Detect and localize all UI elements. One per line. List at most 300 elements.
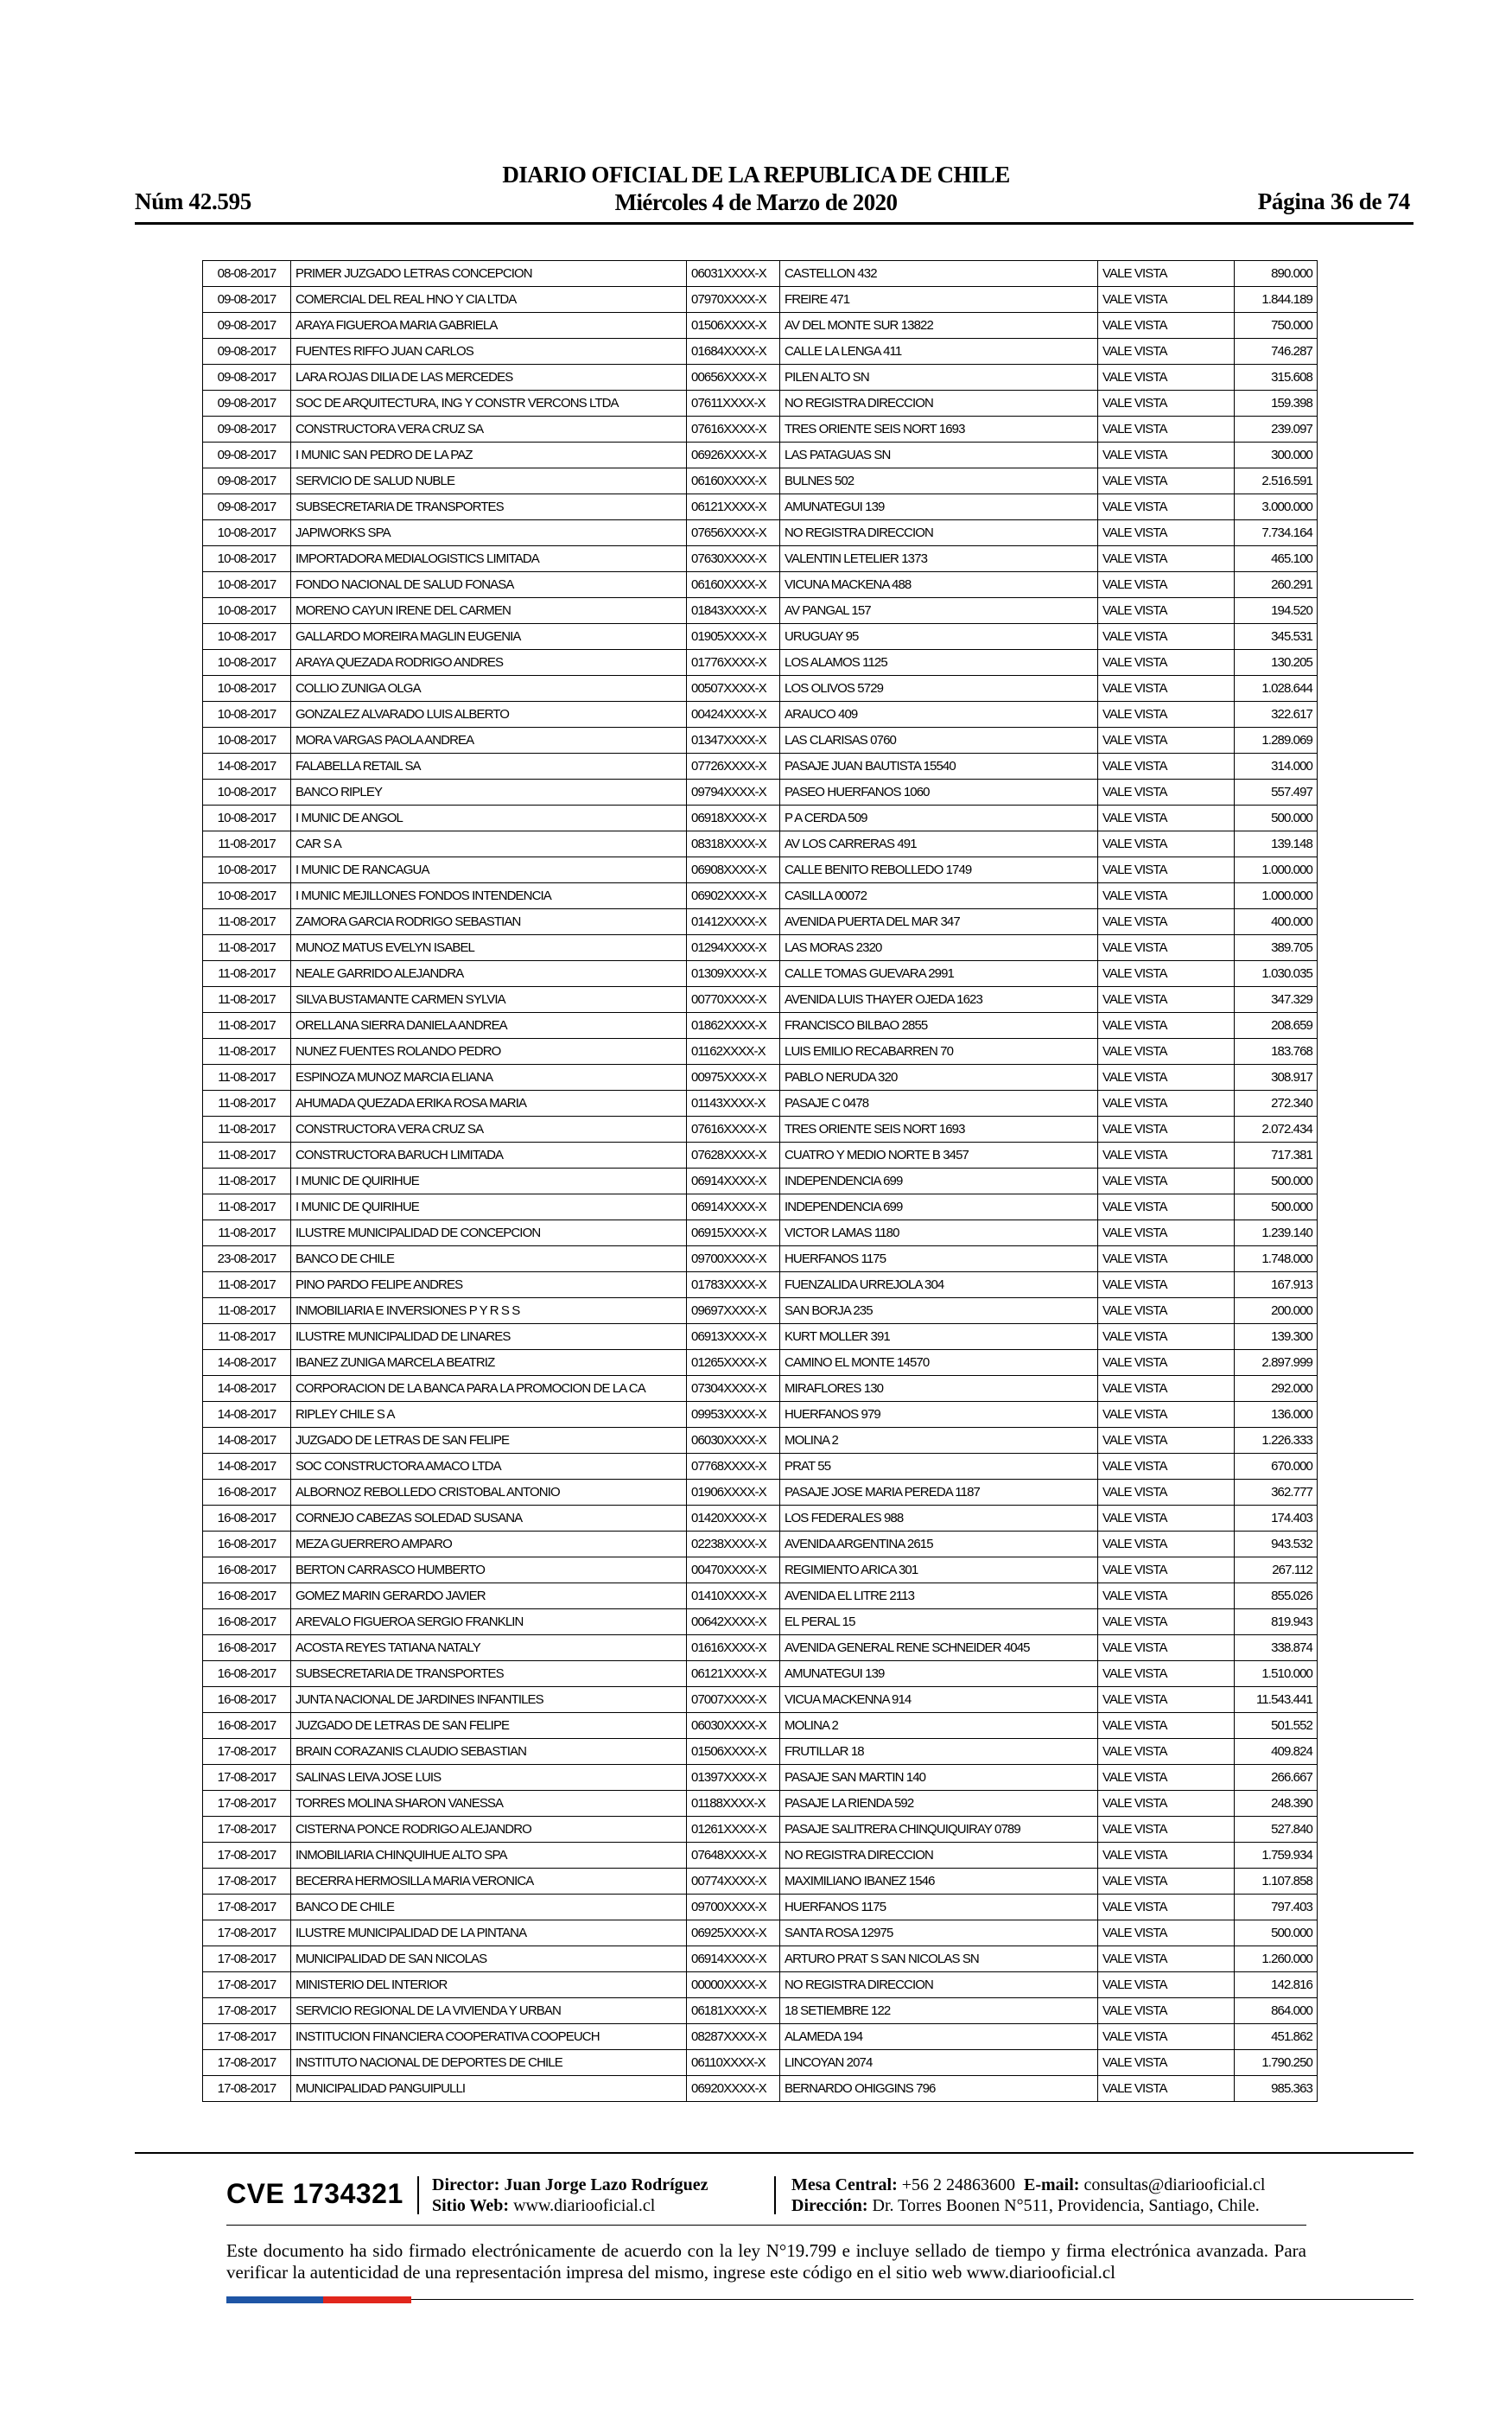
name-cell: SUBSECRETARIA DE TRANSPORTES — [291, 494, 687, 520]
table-row — [203, 598, 1318, 624]
amount-cell: 1.239.140 — [1235, 1220, 1318, 1246]
payment-type-cell: VALE VISTA — [1098, 287, 1235, 313]
date-cell: 09-08-2017 — [203, 494, 291, 520]
payment-type-cell: VALE VISTA — [1098, 1350, 1235, 1376]
date-cell: 10-08-2017 — [203, 598, 291, 624]
payment-type-cell: VALE VISTA — [1098, 1402, 1235, 1428]
address-cell: LINCOYAN 2074 — [780, 2050, 1098, 2076]
amount-cell: 500.000 — [1235, 1920, 1318, 1946]
table-row — [203, 961, 1318, 987]
amount-cell: 130.205 — [1235, 650, 1318, 676]
date-cell: 11-08-2017 — [203, 1194, 291, 1220]
date-cell: 14-08-2017 — [203, 1350, 291, 1376]
date-cell: 10-08-2017 — [203, 520, 291, 546]
date-cell: 11-08-2017 — [203, 1272, 291, 1298]
newspaper-title: DIARIO OFICIAL DE LA REPUBLICA DE CHILE — [502, 162, 1010, 188]
amount-cell: 2.516.591 — [1235, 468, 1318, 494]
name-cell: PRIMER JUZGADO LETRAS CONCEPCION — [291, 261, 687, 287]
name-cell: MINISTERIO DEL INTERIOR — [291, 1972, 687, 1998]
name-cell: CONSTRUCTORA BARUCH LIMITADA — [291, 1143, 687, 1169]
payment-type-cell: VALE VISTA — [1098, 417, 1235, 443]
rut-cell: 07616XXXX-X — [687, 1117, 780, 1143]
rut-cell: 06160XXXX-X — [687, 572, 780, 598]
rut-cell: 00507XXXX-X — [687, 676, 780, 702]
payment-type-cell: VALE VISTA — [1098, 1635, 1235, 1661]
payment-type-cell: VALE VISTA — [1098, 883, 1235, 909]
address-cell: FREIRE 471 — [780, 287, 1098, 313]
name-cell: AREVALO FIGUEROA SERGIO FRANKLIN — [291, 1609, 687, 1635]
name-cell: COLLIO ZUNIGA OLGA — [291, 676, 687, 702]
name-cell: GOMEZ MARIN GERARDO JAVIER — [291, 1583, 687, 1609]
legal-notice: Este documento ha sido firmado electrónicamente de acuerdo con la ley N°19.799 e incluye sellado de tiempo y firma electrónica avanzada. Para verificar la autenticidad de una representación impresa del mismo, ingrese este código en el sitio web www.diariooficial.cl — [226, 2240, 1306, 2283]
records-table — [202, 260, 1318, 2102]
table-row — [203, 754, 1318, 780]
address-cell: EL PERAL 15 — [780, 1609, 1098, 1635]
table-row — [203, 339, 1318, 365]
name-cell: INMOBILIARIA CHINQUIHUE ALTO SPA — [291, 1843, 687, 1869]
table-row — [203, 468, 1318, 494]
rut-cell: 07648XXXX-X — [687, 1843, 780, 1869]
director-label: Director: — [432, 2175, 500, 2194]
address-cell: PILEN ALTO SN — [780, 365, 1098, 391]
date-cell: 11-08-2017 — [203, 909, 291, 935]
name-cell: IMPORTADORA MEDIALOGISTICS LIMITADA — [291, 546, 687, 572]
table-row — [203, 1454, 1318, 1480]
table-row — [203, 261, 1318, 287]
rut-cell: 09697XXXX-X — [687, 1298, 780, 1324]
date-cell: 14-08-2017 — [203, 754, 291, 780]
payment-type-cell: VALE VISTA — [1098, 1220, 1235, 1246]
amount-cell: 267.112 — [1235, 1557, 1318, 1583]
rut-cell: 08318XXXX-X — [687, 831, 780, 857]
payment-type-cell: VALE VISTA — [1098, 1765, 1235, 1791]
rut-cell: 00774XXXX-X — [687, 1869, 780, 1895]
table-row — [203, 443, 1318, 468]
rut-cell: 06110XXXX-X — [687, 2050, 780, 2076]
table-row — [203, 1791, 1318, 1817]
payment-type-cell: VALE VISTA — [1098, 494, 1235, 520]
rut-cell: 01410XXXX-X — [687, 1583, 780, 1609]
rut-cell: 07970XXXX-X — [687, 287, 780, 313]
amount-cell: 266.667 — [1235, 1765, 1318, 1791]
name-cell: SOC CONSTRUCTORA AMACO LTDA — [291, 1454, 687, 1480]
amount-cell: 139.148 — [1235, 831, 1318, 857]
address-cell: PRAT 55 — [780, 1454, 1098, 1480]
rut-cell: 01347XXXX-X — [687, 728, 780, 754]
amount-cell: 400.000 — [1235, 909, 1318, 935]
payment-type-cell: VALE VISTA — [1098, 1480, 1235, 1506]
page-number: Página 36 de 74 — [1257, 188, 1410, 214]
payment-type-cell: VALE VISTA — [1098, 1091, 1235, 1117]
table-row — [203, 1117, 1318, 1143]
address-cell: VICTOR LAMAS 1180 — [780, 1220, 1098, 1246]
name-cell: COMERCIAL DEL REAL HNO Y CIA LTDA — [291, 287, 687, 313]
table-row — [203, 1843, 1318, 1869]
address-label: Dirección: — [791, 2196, 868, 2215]
address-cell: AVENIDA LUIS THAYER OJEDA 1623 — [780, 987, 1098, 1013]
address-cell: CASILLA 00072 — [780, 883, 1098, 909]
address-cell: ALAMEDA 194 — [780, 2024, 1098, 2050]
payment-type-cell: VALE VISTA — [1098, 391, 1235, 417]
amount-cell: 194.520 — [1235, 598, 1318, 624]
table-row — [203, 702, 1318, 728]
payment-type-cell: VALE VISTA — [1098, 1246, 1235, 1272]
footer-thin-divider — [226, 2225, 1306, 2226]
rut-cell: 06031XXXX-X — [687, 261, 780, 287]
payment-type-cell: VALE VISTA — [1098, 1920, 1235, 1946]
address-cell: URUGUAY 95 — [780, 624, 1098, 650]
name-cell: ILUSTRE MUNICIPALIDAD DE CONCEPCION — [291, 1220, 687, 1246]
amount-cell: 864.000 — [1235, 1998, 1318, 2024]
amount-cell: 985.363 — [1235, 2076, 1318, 2102]
address-cell: LOS ALAMOS 1125 — [780, 650, 1098, 676]
date-cell: 10-08-2017 — [203, 702, 291, 728]
date-cell: 16-08-2017 — [203, 1506, 291, 1532]
rut-cell: 00000XXXX-X — [687, 1972, 780, 1998]
date-cell: 10-08-2017 — [203, 572, 291, 598]
rut-cell: 07007XXXX-X — [687, 1687, 780, 1713]
name-cell: ACOSTA REYES TATIANA NATALY — [291, 1635, 687, 1661]
rut-cell: 06908XXXX-X — [687, 857, 780, 883]
table-row — [203, 365, 1318, 391]
amount-cell: 500.000 — [1235, 806, 1318, 831]
table-row — [203, 676, 1318, 702]
name-cell: CAR S A — [291, 831, 687, 857]
amount-cell: 308.917 — [1235, 1065, 1318, 1091]
address-cell: CALLE LA LENGA 411 — [780, 339, 1098, 365]
footer-divider — [135, 2152, 1414, 2154]
amount-cell: 465.100 — [1235, 546, 1318, 572]
name-cell: ORELLANA SIERRA DANIELA ANDREA — [291, 1013, 687, 1039]
name-cell: ILUSTRE MUNICIPALIDAD DE LA PINTANA — [291, 1920, 687, 1946]
name-cell: SOC DE ARQUITECTURA, ING Y CONSTR VERCONS LTDA — [291, 391, 687, 417]
footer-separator — [417, 2176, 419, 2214]
name-cell: I MUNIC DE ANGOL — [291, 806, 687, 831]
email-link[interactable]: consultas@diariooficial.cl — [1083, 2175, 1266, 2194]
name-cell: NEALE GARRIDO ALEJANDRA — [291, 961, 687, 987]
table-row — [203, 1557, 1318, 1583]
name-cell: I MUNIC SAN PEDRO DE LA PAZ — [291, 443, 687, 468]
name-cell: SERVICIO REGIONAL DE LA VIVIENDA Y URBAN — [291, 1998, 687, 2024]
address-cell: AMUNATEGUI 139 — [780, 494, 1098, 520]
table-row — [203, 1480, 1318, 1506]
date-cell: 09-08-2017 — [203, 339, 291, 365]
table-row — [203, 806, 1318, 831]
name-cell: BECERRA HERMOSILLA MARIA VERONICA — [291, 1869, 687, 1895]
table-row — [203, 1013, 1318, 1039]
address-cell: AV DEL MONTE SUR 13822 — [780, 313, 1098, 339]
date-cell: 17-08-2017 — [203, 1920, 291, 1946]
name-cell: RIPLEY CHILE S A — [291, 1402, 687, 1428]
name-cell: SUBSECRETARIA DE TRANSPORTES — [291, 1661, 687, 1687]
table-row — [203, 1972, 1318, 1998]
table-row — [203, 1350, 1318, 1376]
amount-cell: 314.000 — [1235, 754, 1318, 780]
rut-cell: 07304XXXX-X — [687, 1376, 780, 1402]
payment-type-cell: VALE VISTA — [1098, 909, 1235, 935]
address-cell: AVENIDA GENERAL RENE SCHNEIDER 4045 — [780, 1635, 1098, 1661]
table-row — [203, 831, 1318, 857]
name-cell: MUNICIPALIDAD PANGUIPULLI — [291, 2076, 687, 2102]
date-cell: 14-08-2017 — [203, 1428, 291, 1454]
table-row — [203, 313, 1318, 339]
payment-type-cell: VALE VISTA — [1098, 961, 1235, 987]
name-cell: SILVA BUSTAMANTE CARMEN SYLVIA — [291, 987, 687, 1013]
name-cell: GONZALEZ ALVARADO LUIS ALBERTO — [291, 702, 687, 728]
address-cell: LOS OLIVOS 5729 — [780, 676, 1098, 702]
date-cell: 16-08-2017 — [203, 1661, 291, 1687]
table-row — [203, 1246, 1318, 1272]
address-cell: MOLINA 2 — [780, 1428, 1098, 1454]
address-cell: LOS FEDERALES 988 — [780, 1506, 1098, 1532]
name-cell: MEZA GUERRERO AMPARO — [291, 1532, 687, 1557]
amount-cell: 292.000 — [1235, 1376, 1318, 1402]
rut-cell: 06918XXXX-X — [687, 806, 780, 831]
table-row — [203, 1169, 1318, 1194]
rut-cell: 00424XXXX-X — [687, 702, 780, 728]
rut-cell: 00770XXXX-X — [687, 987, 780, 1013]
date-cell: 16-08-2017 — [203, 1583, 291, 1609]
payment-type-cell: VALE VISTA — [1098, 806, 1235, 831]
payment-type-cell: VALE VISTA — [1098, 1272, 1235, 1298]
table-row — [203, 1661, 1318, 1687]
records-table-body — [203, 261, 1318, 2102]
rut-cell: 01162XXXX-X — [687, 1039, 780, 1065]
date-cell: 14-08-2017 — [203, 1454, 291, 1480]
rut-cell: 01143XXXX-X — [687, 1091, 780, 1117]
amount-cell: 750.000 — [1235, 313, 1318, 339]
rut-cell: 07616XXXX-X — [687, 417, 780, 443]
rut-cell: 09700XXXX-X — [687, 1895, 780, 1920]
rut-cell: 01506XXXX-X — [687, 1739, 780, 1765]
table-row — [203, 1376, 1318, 1402]
address-cell: TRES ORIENTE SEIS NORT 1693 — [780, 1117, 1098, 1143]
amount-cell: 1.028.644 — [1235, 676, 1318, 702]
amount-cell: 239.097 — [1235, 417, 1318, 443]
address-cell: PASAJE C 0478 — [780, 1091, 1098, 1117]
rut-cell: 08287XXXX-X — [687, 2024, 780, 2050]
payment-type-cell: VALE VISTA — [1098, 676, 1235, 702]
name-cell: BANCO DE CHILE — [291, 1895, 687, 1920]
date-cell: 17-08-2017 — [203, 1998, 291, 2024]
amount-cell: 315.608 — [1235, 365, 1318, 391]
table-row — [203, 1194, 1318, 1220]
amount-cell: 1.030.035 — [1235, 961, 1318, 987]
rut-cell: 01294XXXX-X — [687, 935, 780, 961]
address-cell: PASAJE SAN MARTIN 140 — [780, 1765, 1098, 1791]
rut-cell: 06914XXXX-X — [687, 1169, 780, 1194]
date-cell: 11-08-2017 — [203, 1117, 291, 1143]
table-row — [203, 909, 1318, 935]
payment-type-cell: VALE VISTA — [1098, 1039, 1235, 1065]
table-row — [203, 1998, 1318, 2024]
date-cell: 11-08-2017 — [203, 1143, 291, 1169]
payment-type-cell: VALE VISTA — [1098, 650, 1235, 676]
name-cell: INMOBILIARIA E INVERSIONES P Y R S S — [291, 1298, 687, 1324]
address-cell: MAXIMILIANO IBANEZ 1546 — [780, 1869, 1098, 1895]
payment-type-cell: VALE VISTA — [1098, 546, 1235, 572]
payment-type-cell: VALE VISTA — [1098, 624, 1235, 650]
address-cell: NO REGISTRA DIRECCION — [780, 1843, 1098, 1869]
payment-type-cell: VALE VISTA — [1098, 572, 1235, 598]
table-row — [203, 1687, 1318, 1713]
table-row — [203, 2076, 1318, 2102]
name-cell: MUNICIPALIDAD DE SAN NICOLAS — [291, 1946, 687, 1972]
payment-type-cell: VALE VISTA — [1098, 313, 1235, 339]
name-cell: BERTON CARRASCO HUMBERTO — [291, 1557, 687, 1583]
name-cell: TORRES MOLINA SHARON VANESSA — [291, 1791, 687, 1817]
name-cell: ZAMORA GARCIA RODRIGO SEBASTIAN — [291, 909, 687, 935]
payment-type-cell: VALE VISTA — [1098, 1324, 1235, 1350]
address-cell: PASAJE LA RIENDA 592 — [780, 1791, 1098, 1817]
payment-type-cell: VALE VISTA — [1098, 1376, 1235, 1402]
payment-type-cell: VALE VISTA — [1098, 1532, 1235, 1557]
rut-cell: 09700XXXX-X — [687, 1246, 780, 1272]
amount-cell: 855.026 — [1235, 1583, 1318, 1609]
issue-number: Núm 42.595 — [135, 188, 252, 214]
rut-cell: 01397XXXX-X — [687, 1765, 780, 1791]
rut-cell: 01906XXXX-X — [687, 1480, 780, 1506]
payment-type-cell: VALE VISTA — [1098, 598, 1235, 624]
date-cell: 17-08-2017 — [203, 1946, 291, 1972]
name-cell: JUNTA NACIONAL DE JARDINES INFANTILES — [291, 1687, 687, 1713]
address-cell: P A CERDA 509 — [780, 806, 1098, 831]
table-row — [203, 572, 1318, 598]
address-cell: PASAJE SALITRERA CHINQUIQUIRAY 0789 — [780, 1817, 1098, 1843]
amount-cell: 136.000 — [1235, 1402, 1318, 1428]
website-link[interactable]: www.diariooficial.cl — [513, 2196, 656, 2215]
amount-cell: 451.862 — [1235, 2024, 1318, 2050]
rut-cell: 00656XXXX-X — [687, 365, 780, 391]
table-row — [203, 1143, 1318, 1169]
mesa-phone: +56 2 24863600 — [901, 2175, 1016, 2194]
date-cell: 09-08-2017 — [203, 468, 291, 494]
table-row — [203, 1402, 1318, 1428]
amount-cell: 2.072.434 — [1235, 1117, 1318, 1143]
rut-cell: 06030XXXX-X — [687, 1713, 780, 1739]
rut-cell: 01862XXXX-X — [687, 1013, 780, 1039]
address-cell: PASAJE JUAN BAUTISTA 15540 — [780, 754, 1098, 780]
address-cell: SANTA ROSA 12975 — [780, 1920, 1098, 1946]
rut-cell: 01905XXXX-X — [687, 624, 780, 650]
address-cell: INDEPENDENCIA 699 — [780, 1169, 1098, 1194]
table-row — [203, 1506, 1318, 1532]
payment-type-cell: VALE VISTA — [1098, 1869, 1235, 1895]
address-cell: LAS MORAS 2320 — [780, 935, 1098, 961]
date-cell: 11-08-2017 — [203, 1298, 291, 1324]
date-cell: 11-08-2017 — [203, 1039, 291, 1065]
address-cell: MIRAFLORES 130 — [780, 1376, 1098, 1402]
table-row — [203, 935, 1318, 961]
date-cell: 17-08-2017 — [203, 1972, 291, 1998]
table-row — [203, 1946, 1318, 1972]
amount-cell: 1.790.250 — [1235, 2050, 1318, 2076]
payment-type-cell: VALE VISTA — [1098, 1661, 1235, 1687]
rut-cell: 09953XXXX-X — [687, 1402, 780, 1428]
table-row — [203, 857, 1318, 883]
table-row — [203, 1920, 1318, 1946]
date-cell: 17-08-2017 — [203, 1869, 291, 1895]
date-cell: 10-08-2017 — [203, 857, 291, 883]
payment-type-cell: VALE VISTA — [1098, 831, 1235, 857]
amount-cell: 208.659 — [1235, 1013, 1318, 1039]
address-cell: VICUNA MACKENA 488 — [780, 572, 1098, 598]
rut-cell: 00975XXXX-X — [687, 1065, 780, 1091]
address-cell: ARTURO PRAT S SAN NICOLAS SN — [780, 1946, 1098, 1972]
amount-cell: 167.913 — [1235, 1272, 1318, 1298]
name-cell: I MUNIC DE QUIRIHUE — [291, 1169, 687, 1194]
rut-cell: 00470XXXX-X — [687, 1557, 780, 1583]
date-cell: 11-08-2017 — [203, 1065, 291, 1091]
amount-cell: 272.340 — [1235, 1091, 1318, 1117]
payment-type-cell: VALE VISTA — [1098, 1583, 1235, 1609]
rut-cell: 07630XXXX-X — [687, 546, 780, 572]
address-cell: KURT MOLLER 391 — [780, 1324, 1098, 1350]
date-cell: 10-08-2017 — [203, 676, 291, 702]
date-cell: 11-08-2017 — [203, 935, 291, 961]
date-cell: 16-08-2017 — [203, 1480, 291, 1506]
payment-type-cell: VALE VISTA — [1098, 1454, 1235, 1480]
name-cell: ARAYA QUEZADA RODRIGO ANDRES — [291, 650, 687, 676]
amount-cell: 260.291 — [1235, 572, 1318, 598]
rut-cell: 01776XXXX-X — [687, 650, 780, 676]
table-row — [203, 987, 1318, 1013]
payment-type-cell: VALE VISTA — [1098, 2024, 1235, 2050]
name-cell: I MUNIC MEJILLONES FONDOS INTENDENCIA — [291, 883, 687, 909]
address-cell: CALLE TOMAS GUEVARA 2991 — [780, 961, 1098, 987]
address-cell: CUATRO Y MEDIO NORTE B 3457 — [780, 1143, 1098, 1169]
amount-cell: 3.000.000 — [1235, 494, 1318, 520]
payment-type-cell: VALE VISTA — [1098, 520, 1235, 546]
flag-bar-blue — [226, 2296, 323, 2303]
address-cell: HUERFANOS 979 — [780, 1402, 1098, 1428]
table-row — [203, 417, 1318, 443]
payment-type-cell: VALE VISTA — [1098, 1946, 1235, 1972]
address-cell: AV PANGAL 157 — [780, 598, 1098, 624]
payment-type-cell: VALE VISTA — [1098, 987, 1235, 1013]
rut-cell: 01616XXXX-X — [687, 1635, 780, 1661]
payment-type-cell: VALE VISTA — [1098, 1843, 1235, 1869]
date-cell: 17-08-2017 — [203, 2076, 291, 2102]
table-row — [203, 1298, 1318, 1324]
amount-cell: 1.748.000 — [1235, 1246, 1318, 1272]
address-cell: FRANCISCO BILBAO 2855 — [780, 1013, 1098, 1039]
director-name: Juan Jorge Lazo Rodríguez — [504, 2175, 708, 2194]
table-row — [203, 728, 1318, 754]
date-cell: 17-08-2017 — [203, 1843, 291, 1869]
name-cell: BANCO RIPLEY — [291, 780, 687, 806]
payment-type-cell: VALE VISTA — [1098, 1998, 1235, 2024]
address-cell: HUERFANOS 1175 — [780, 1246, 1098, 1272]
date-cell: 10-08-2017 — [203, 650, 291, 676]
table-row — [203, 1713, 1318, 1739]
payment-type-cell: VALE VISTA — [1098, 1609, 1235, 1635]
address-cell: AVENIDA ARGENTINA 2615 — [780, 1532, 1098, 1557]
amount-cell: 1.289.069 — [1235, 728, 1318, 754]
table-row — [203, 1765, 1318, 1791]
amount-cell: 670.000 — [1235, 1454, 1318, 1480]
amount-cell: 248.390 — [1235, 1791, 1318, 1817]
address-cell: SAN BORJA 235 — [780, 1298, 1098, 1324]
date-cell: 10-08-2017 — [203, 624, 291, 650]
date-cell: 09-08-2017 — [203, 443, 291, 468]
table-row — [203, 1091, 1318, 1117]
address-cell: PASEO HUERFANOS 1060 — [780, 780, 1098, 806]
date-cell: 09-08-2017 — [203, 391, 291, 417]
payment-type-cell: VALE VISTA — [1098, 339, 1235, 365]
payment-type-cell: VALE VISTA — [1098, 443, 1235, 468]
rut-cell: 06914XXXX-X — [687, 1946, 780, 1972]
